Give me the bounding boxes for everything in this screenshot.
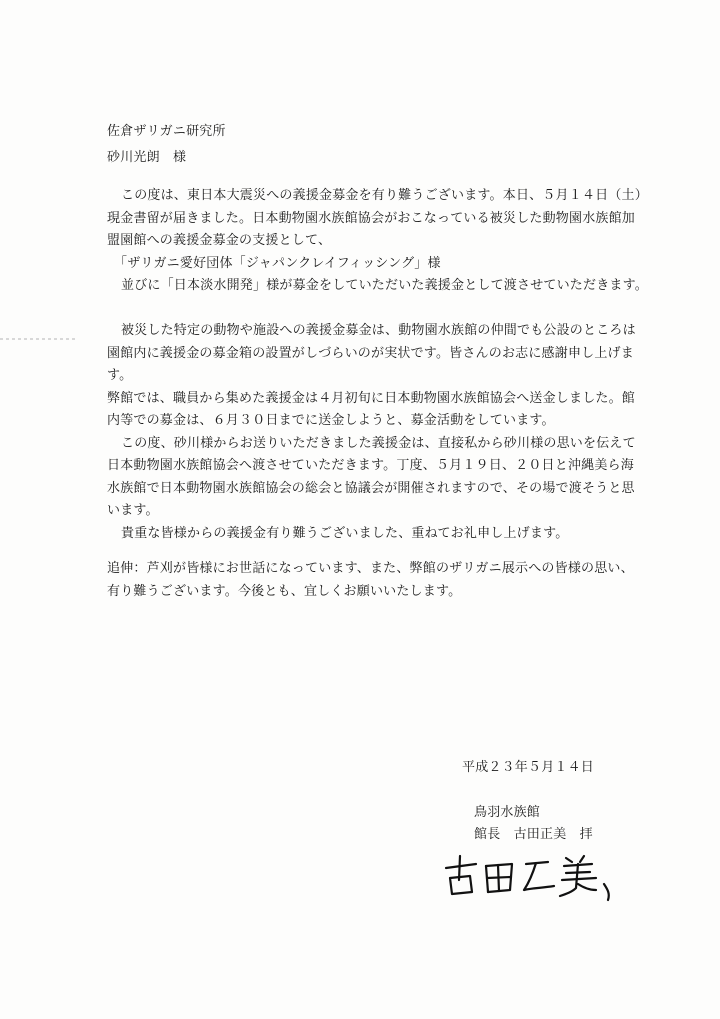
body-line: います。 bbox=[107, 503, 159, 518]
sender-organization: 鳥羽水族館 bbox=[474, 805, 541, 820]
body-line: 被災した特定の動物や施設への義援金募金は、動物園水族館の仲間でも公設のところは bbox=[121, 323, 636, 338]
postscript-line: 追伸：芦刈が皆様にお世話になっています、また、弊館のザリガニ展示への皆様の思い、 bbox=[107, 561, 634, 576]
sender-title-name: 館長 古田正美 拝 bbox=[474, 827, 593, 842]
letter-date: 平成２３年５月１４日 bbox=[462, 760, 595, 775]
body-line: す。 bbox=[107, 368, 133, 383]
body-line: 現金書留が届きました。日本動物園水族館協会がおこなっている被災した動物園水族館加 bbox=[107, 211, 636, 226]
body-line: この度は、東日本大震災への義援金募金を有り難うございます。本日、５月１４日（土） bbox=[121, 188, 648, 203]
recipient-name: 砂川光朗 様 bbox=[107, 150, 187, 165]
handwritten-signature bbox=[432, 848, 622, 904]
scan-artifact bbox=[0, 338, 78, 340]
body-line: 盟園館への義援金募金の支援として、 bbox=[107, 233, 332, 248]
body-line: 「ザリガニ愛好団体「ジャパンクレイフィッシング」様 bbox=[114, 256, 441, 271]
body-line: 水族館で日本動物園水族館協会の総会と協議会が開催されますので、その場で渡そうと思 bbox=[107, 481, 635, 496]
body-line: 並びに「日本淡水開発」様が募金をしていただいた義援金として渡させていただきます。 bbox=[121, 278, 648, 293]
body-line: 園館内に義援金の募金箱の設置がしづらいのが実状です。皆さんのお志に感謝申し上げま bbox=[107, 346, 634, 361]
body-line: 弊館では、職員から集めた義援金は４月初旬に日本動物園水族館協会へ送金しました。館 bbox=[107, 391, 636, 406]
body-line: この度、砂川様からお送りいただきました義援金は、直接私から砂川様の思いを伝えて bbox=[121, 436, 636, 451]
recipient-organization: 佐倉ザリガニ研究所 bbox=[107, 124, 226, 139]
body-line: 日本動物園水族館協会へ渡させていただきます。丁度、５月１９日、２０日と沖縄美ら海 bbox=[107, 458, 634, 473]
body-line: 貴重な皆様からの義援金有り難うございました、重ねてお礼申し上げます。 bbox=[121, 526, 569, 541]
body-line: 内等での募金は、６月３０日までに送金しようと、募金活動をしています。 bbox=[107, 413, 555, 428]
postscript-line: 有り難うございます。今後とも、宜しくお願いいたします。 bbox=[107, 584, 462, 599]
